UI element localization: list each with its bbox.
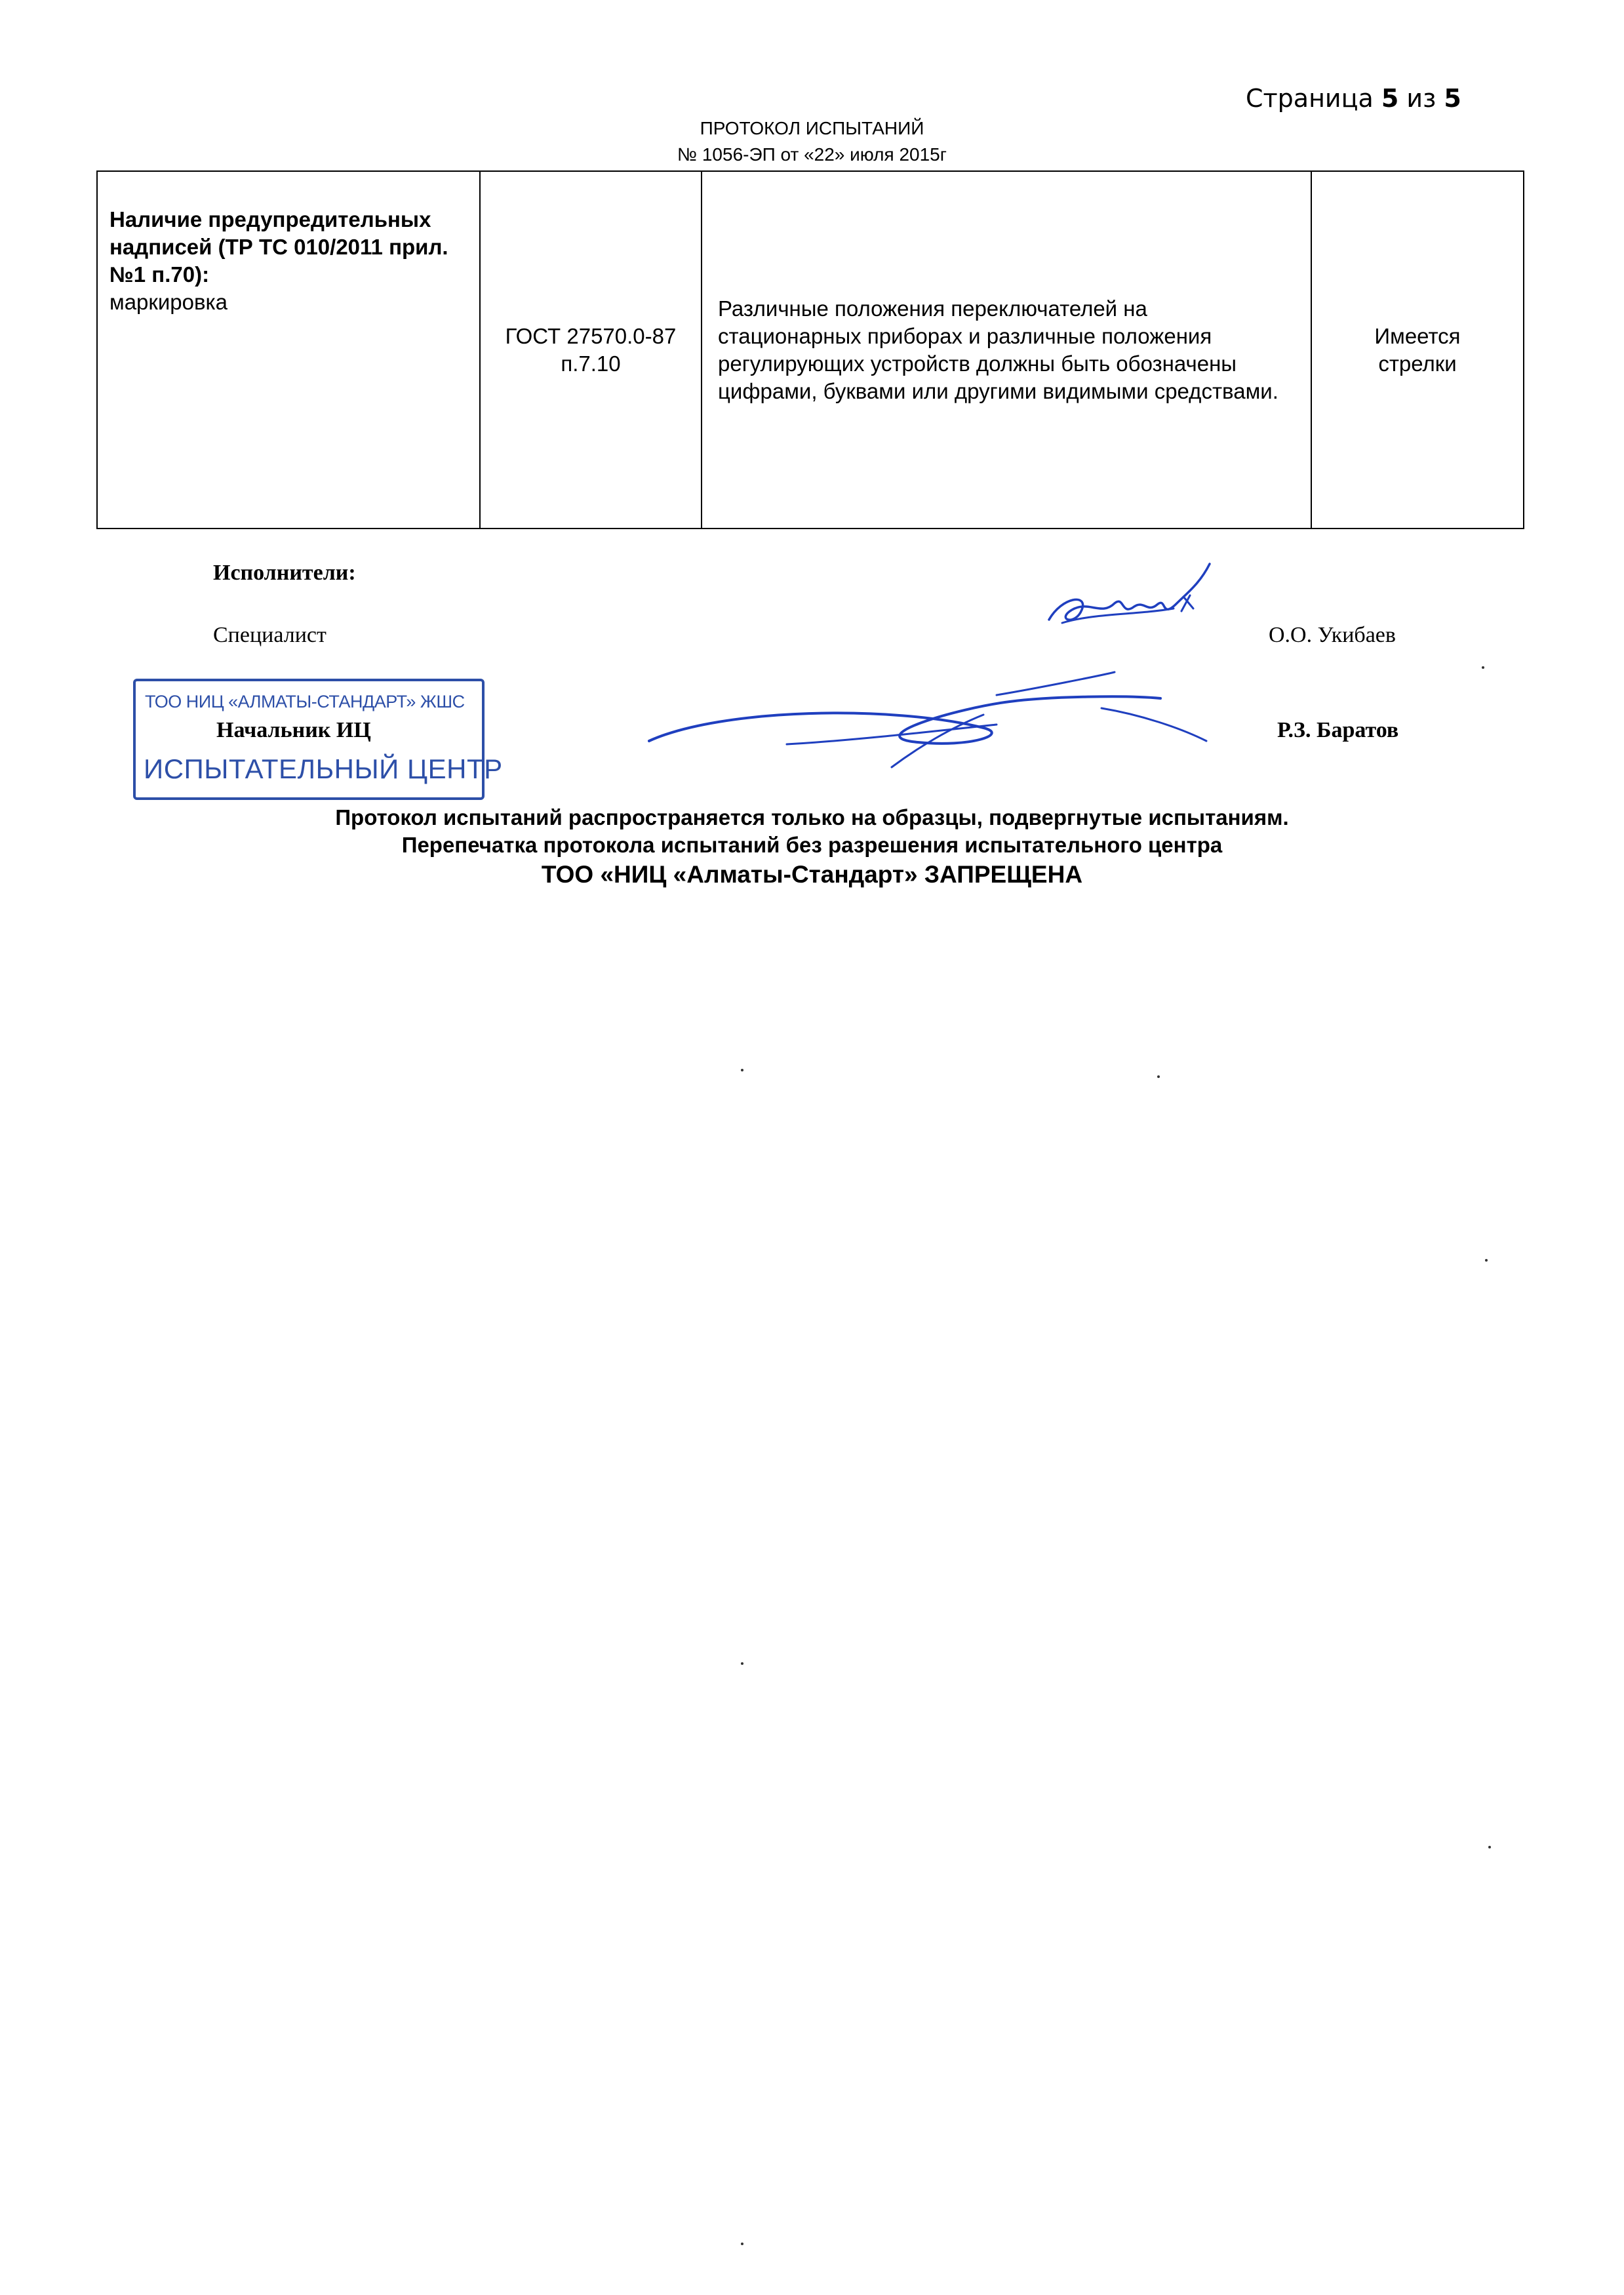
scan-speck xyxy=(741,2243,743,2245)
name-head: Р.З. Баратов xyxy=(1277,718,1399,742)
scan-speck xyxy=(1485,1259,1488,1262)
executors-heading: Исполнители: xyxy=(213,561,356,585)
standard-text: ГОСТ 27570.0-87 п.7.10 xyxy=(505,323,677,376)
page-of: из xyxy=(1406,84,1436,113)
name-specialist: О.О. Укибаев xyxy=(1269,623,1396,647)
table-row xyxy=(97,171,1524,529)
results-table xyxy=(96,170,1524,529)
page-total: 5 xyxy=(1444,84,1461,113)
result-cell xyxy=(1311,171,1524,529)
scan-speck xyxy=(741,1662,743,1665)
disclaimer-line-1: Протокол испытаний распространяется только на образцы, подвергнутые испытаниям. xyxy=(335,805,1289,829)
doc-number: № 1056-ЭП от «22» июля 2015г xyxy=(677,144,947,165)
parameter-title: Наличие предупредительных надписей (ТР ТС 010/2011 прил. №1 п.70): xyxy=(109,207,448,287)
scan-speck xyxy=(741,1069,743,1071)
requirement-text: Различные положения переключателей на стационарных приборах и различные положения регулирующих устройств должны быть обозначены цифрами, буквами или другими видимыми средствами. xyxy=(718,296,1278,403)
scan-speck xyxy=(1482,666,1484,669)
scan-speck xyxy=(1488,1846,1491,1848)
role-specialist: Специалист xyxy=(213,623,327,647)
role-head: Начальник ИЦ xyxy=(216,718,371,742)
page-label: Страница xyxy=(1246,84,1374,113)
doc-title: ПРОТОКОЛ ИСПЫТАНИЙ xyxy=(700,118,924,138)
stamp-line-1: ТОО НИЦ «АЛМАТЫ-СТАНДАРТ» ЖШС xyxy=(145,692,465,711)
signature-head xyxy=(643,669,1219,774)
page-current: 5 xyxy=(1381,84,1399,113)
standard-cell xyxy=(480,171,702,529)
parameter-cell xyxy=(97,171,480,529)
scan-speck xyxy=(1157,1075,1160,1078)
signature-specialist xyxy=(1036,557,1233,656)
parameter-subtitle: маркировка xyxy=(109,290,228,314)
page-number xyxy=(1246,84,1508,113)
result-text: Имеется стрелки xyxy=(1374,323,1461,376)
disclaimer-line-3: ТОО «НИЦ «Алматы-Стандарт» ЗАПРЕЩЕНА xyxy=(541,861,1083,888)
stamp-line-2: ИСПЫТАТЕЛЬНЫЙ ЦЕНТР xyxy=(144,753,503,784)
disclaimer-line-2: Перепечатка протокола испытаний без разрешения испытательного центра xyxy=(401,833,1223,857)
requirement-cell xyxy=(702,171,1311,529)
